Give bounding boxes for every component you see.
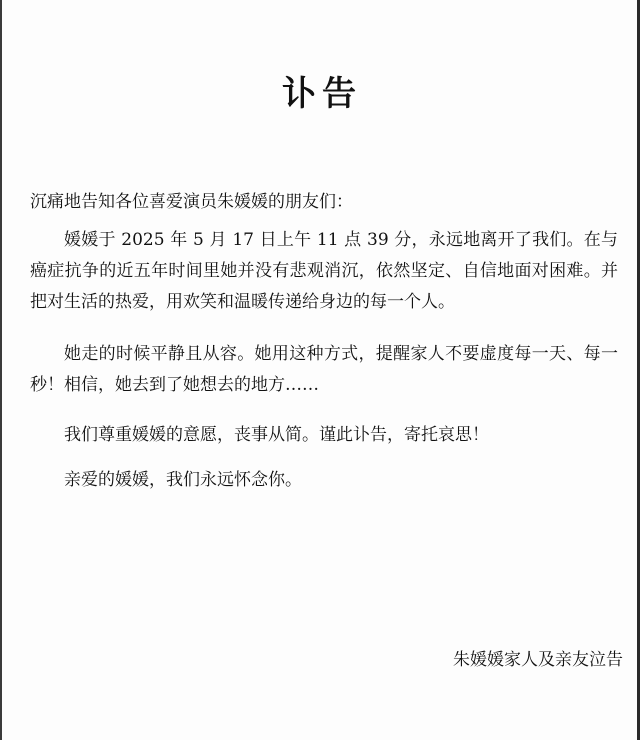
paragraph-3: 我们尊重媛媛的意愿，丧事从简。谨此讣告，寄托哀思！ [64,425,489,445]
paragraph-1: 媛媛于 2025 年 5 月 17 日上午 11 点 39 分，永远地离开了我们。在与癌症抗争的近五年时间里她并没有悲观消沉，依然坚定、自信地面对困难。并把对生活的热爱，用欢笑和温暖传递给身边的每一个人。 [30,230,618,312]
paragraph-2: 她走的时候平静且从容。她用这种方式，提醒家人不要虚度每一天、每一秒！相信，她去到了她想去的地方…… [30,344,618,395]
paragraph-4: 亲爱的媛媛，我们永远怀念你。 [64,470,302,490]
signature: 朱媛媛家人及亲友泣告 [453,650,623,670]
page-title: 讣告 [282,74,362,114]
salutation: 沉痛地告知各位喜爱演员朱媛媛的朋友们： [30,192,353,212]
